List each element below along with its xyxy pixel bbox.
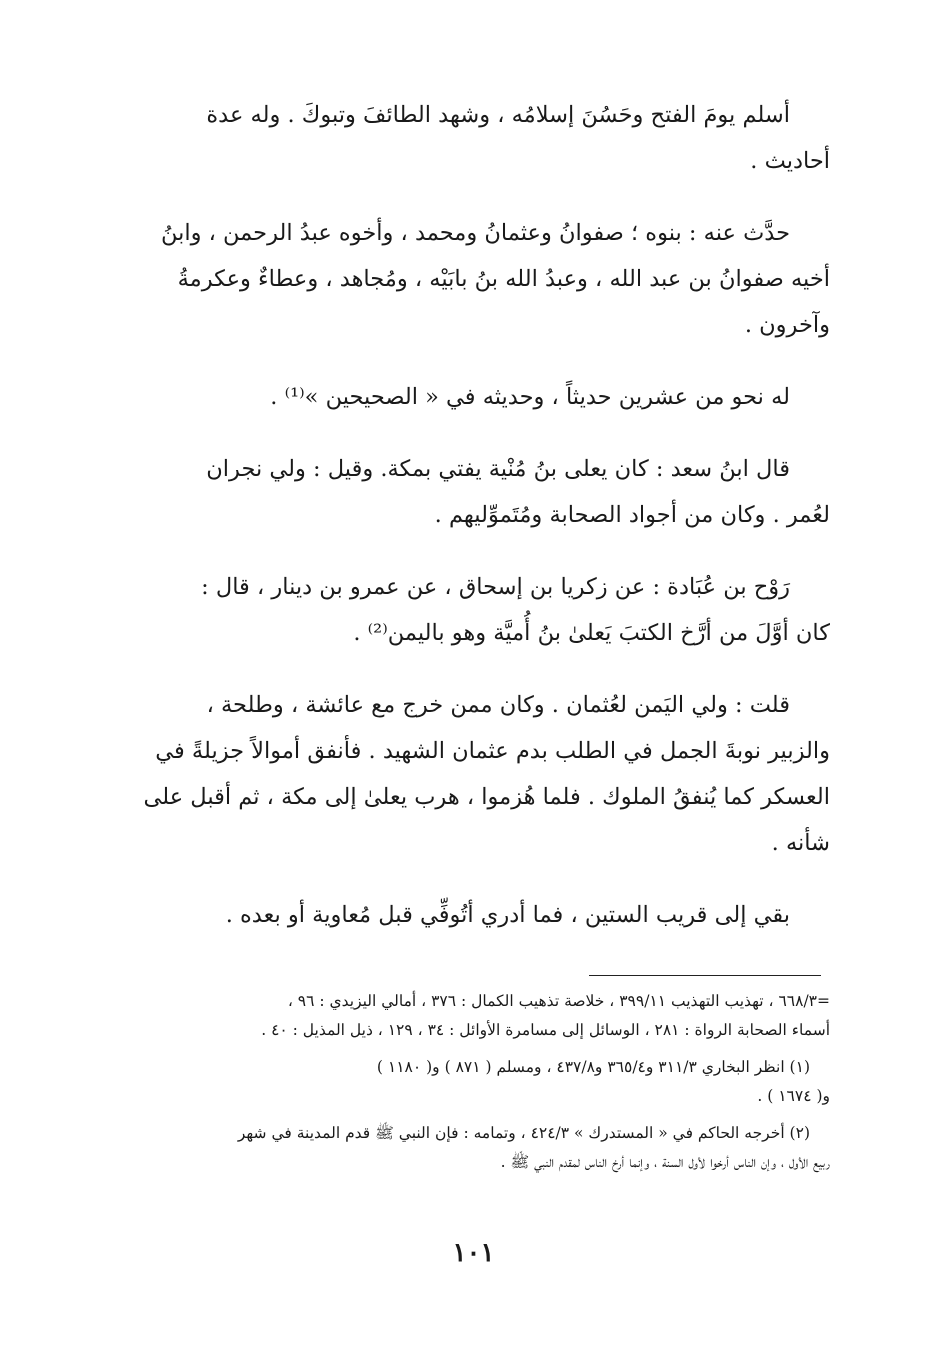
main-text	[143, 92, 830, 964]
text-line: كان أوَّلَ من أرَّخ الكتبَ يَعلىٰ بنُ أُميَّة وهو باليمن⁽²⁾ .	[353, 620, 830, 646]
footnote-line: أسماء الصحابة الرواة : ٢٨١ ، الوسائل إلى مسامرة الأوائل : ٣٤ ، ١٢٩ ، ذيل المذيل : ٤٠ .	[261, 1021, 830, 1039]
paragraph-ibn-saad	[160, 446, 830, 538]
text-line: قلت : ولي اليَمن لعُثمان . وكان ممن خرج مع عائشة ، وطلحة ،	[206, 692, 790, 718]
footnote-line: ربيع الأول ، وإن الناس أرخوا لأول السنة ، وإنما أرخ الناس لمقدم النبي ﷺ .	[500, 1153, 830, 1171]
text-line: أسلم يومَ الفتح وحَسُنَ إسلامُه ، وشهد الطائفَ وتبوكَ . وله عدة	[206, 102, 790, 128]
paragraph-narrators	[160, 210, 830, 348]
footnote-line: =٦٦٨/٣ ، تهذيب التهذيب ٣٩٩/١١ ، خلاصة تذهيب الكمال : ٣٧٦ ، أمالي اليزيدي : ٩٦ ،	[287, 992, 830, 1010]
text-line: حدَّث عنه : بنوه ؛ صفوانُ وعثمانُ ومحمد ، وأخوه عبدُ الرحمن ، وابنُ	[160, 220, 790, 246]
text-line: قال ابنُ سعد : كان يعلى بنُ مُنْية يفتي بمكة. وقيل : ولي نجران	[206, 456, 790, 482]
text-line: له نحو من عشرين حديثاً ، وحديثه في « الصحيحين »⁽¹⁾ .	[270, 384, 790, 410]
paragraph-yemen	[143, 682, 830, 866]
footnote-line: و( ١٦٧٤ ) .	[757, 1087, 830, 1105]
text-line: وآخرون .	[744, 312, 830, 338]
text-line: شأنه .	[771, 830, 830, 856]
text-line: والزبير نوبةَ الجمل في الطلب بدم عثمان الشهيد . فأنفق أموالاً جزيلةً في	[155, 738, 830, 764]
paragraph-death	[160, 892, 830, 938]
footnote-continuation	[168, 987, 830, 1045]
text-line: العسكر كما يُنفقُ الملوك . فلما هُزموا ، هرب يعلىٰ إلى مكة ، ثم أقبل على	[143, 784, 830, 810]
paragraph-islam	[160, 92, 830, 184]
footnote-separator	[589, 975, 821, 976]
footnotes	[168, 987, 830, 1185]
footnote-2	[168, 1119, 830, 1177]
paragraph-hadith-count	[160, 374, 830, 420]
text-line: أحاديث .	[750, 148, 830, 174]
footnote-1	[168, 1053, 830, 1111]
text-line: رَوْح بن عُبَادة : عن زكريا بن إسحاق ، عن عمرو بن دينار ، قال :	[201, 574, 790, 600]
text-line: لعُمر . وكان من أجواد الصحابة ومُتَموِّليهم .	[434, 502, 830, 528]
paragraph-rawh	[160, 564, 830, 656]
footnote-line: (٢) أخرجه الحاكم في « المستدرك » ٤٢٤/٣ ، وتمامه : فإن النبي ﷺ قدم المدينة في شهر	[237, 1124, 810, 1142]
footnote-line: (١) انظر البخاري ٣١١/٣ و٣٦٥/٤ و٤٣٧/٨ ، ومسلم ( ٨٧١ ) و( ١١٨٠ )	[376, 1058, 810, 1076]
text-line: أخيه صفوانُ بن عبد الله ، وعبدُ الله بنُ بابَيْه ، ومُجاهد ، وعطاءٌ وعكرمةُ	[177, 266, 830, 292]
text-line: بقي إلى قريب الستين ، فما أدري أتُوفِّي قبل مُعاوية أو بعده .	[225, 902, 790, 928]
page-number: ١٠١	[452, 1238, 495, 1268]
